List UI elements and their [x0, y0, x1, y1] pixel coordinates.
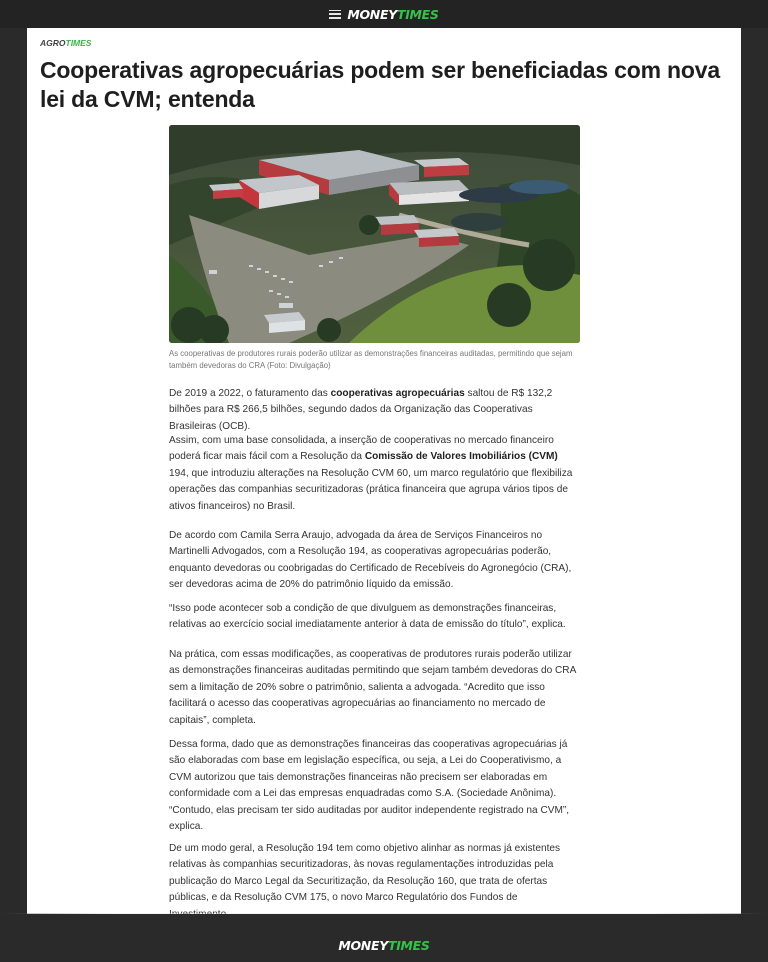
footer-logo-times: TIMES — [387, 938, 430, 953]
p2-link-cvm[interactable]: Comissão de Valores Imobiliários (CVM) — [364, 451, 558, 463]
paragraph-3: De acordo com Camila Serra Araujo, advogada da área de Serviços Financeiros no Martinelli Advogados, com a Resolução 194, as cooperativas agropecuárias poderão, enquanto devedoras ou coobrigadas do Certificado de Recebíveis do Agronegócio (CRA), ser devedoras acima de 20% do patrimônio líquido da emissão. — [169, 530, 572, 591]
paragraph-7: De um modo geral, a Resolução 194 tem como objetivo alinhar as normas já existentes relativas às companhias securitizadoras, às novas regulamentações introduzidas pela publicação do Marco Legal da Securitização, da Resolução 160, que trata de ofertas públicas, e da Resolução CVM 175, o novo Marco Regulatório dos Fundos de — [169, 843, 561, 904]
section-label[interactable] — [40, 38, 91, 48]
caption-line-2: também devedoras do CRA (Foto: Divulgação) — [169, 361, 331, 370]
paragraph-6: Dessa forma, dado que as demonstrações financeiras das cooperativas agropecuárias já são elaboradas com base em legislação específica, ou seja, a Lei do Cooperativismo, a CVM autorizou que tais demonstrações financeiras não precisem ser elaboradas em conformidade com a Lei das empresas enquadradas como S.A. (Sociedade Anônima). “Contudo, elas precisam ter sido auditadas por auditor independente registrado na CVM”, explica. — [169, 739, 570, 833]
paragraph-2 — [169, 433, 579, 515]
paragraph-5: Na prática, com essas modificações, as cooperativas de produtores rurais poderão utilizar as demonstrações financeiras auditadas permitindo que sejam também devedoras do CRA sem a limitação de 20% sobre o patrimônio, salienta a advogada. “Acredito que isso facilitará o acesso das cooperativas agropecuárias ao financiamento no mercado de capitais”, completa. — [169, 649, 576, 726]
p1-link-cooperativas[interactable]: cooperativas agropecuárias — [330, 388, 465, 399]
logo-money: MONEY — [347, 6, 397, 22]
article-photo — [169, 125, 580, 343]
section-label-times: TIMES — [65, 38, 92, 48]
p2-text-b: 194, que introduziu alterações na Resolução CVM 60, um marco regulatório que flexibiliza operações das companhias securitizadoras (prática financeira que agrupa vários tipos de ativos financeiros) no Brasil. — [169, 467, 573, 512]
article-page — [27, 28, 741, 914]
footer-logo[interactable] — [0, 938, 768, 953]
section-label-agro: AGRO — [40, 38, 66, 48]
p2-text-a: Assim, com uma base consolidada, a inserção de cooperativas no mercado financeiro poderá ficar mais fácil com a Resolução da — [169, 435, 554, 463]
site-logo[interactable] — [347, 7, 438, 22]
p1-text-b: saltou de R$ 132,2 bilhões para R$ 266,5 bilhões, segundo dados da Organização das Cooperativas Brasileiras (OCB). — [169, 388, 553, 432]
navbar-inner — [329, 7, 438, 22]
p1-text-a: De 2019 a 2022, o faturamento das — [169, 388, 331, 399]
footer-bar — [0, 914, 768, 962]
paragraph-1 — [169, 386, 579, 435]
caption-line-1: As cooperativas de produtores rurais poderão utilizar as demonstrações financeiras auditadas, permitindo que sejam — [169, 349, 573, 358]
logo-times: TIMES — [396, 6, 439, 22]
menu-icon[interactable] — [329, 10, 341, 19]
article-headline: Cooperativas agropecuárias podem ser beneficiadas com nova lei da CVM; entenda — [40, 57, 720, 112]
top-navbar — [0, 0, 768, 28]
footer-logo-money: MONEY — [338, 938, 388, 953]
photo-caption — [169, 348, 589, 372]
paragraph-4: “Isso pode acontecer sob a condição de que divulguem as demonstrações financeiras, relativas ao exercício social imediatamente anterior à data de emissão do título”, explica. — [169, 603, 566, 631]
